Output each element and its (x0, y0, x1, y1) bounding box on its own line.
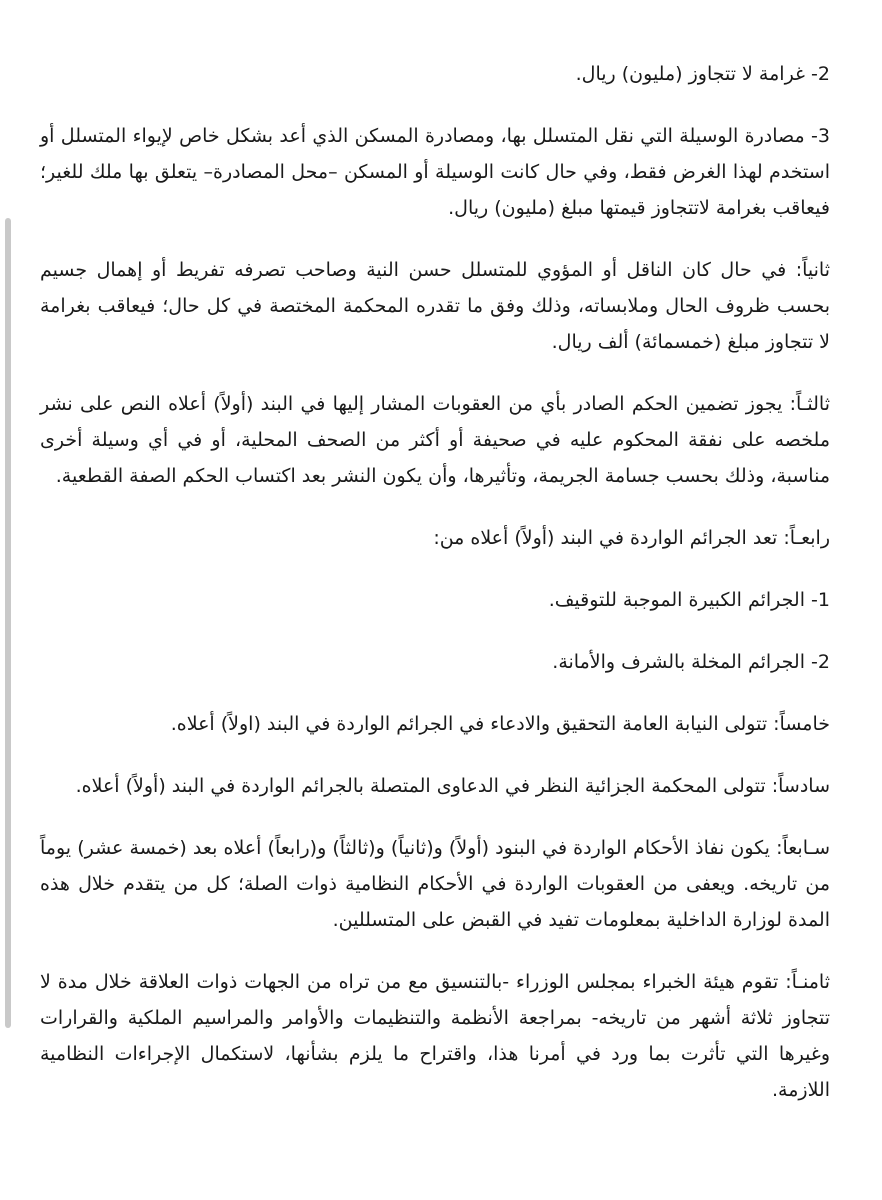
article-fourth-item-1: 1- الجرائم الكبيرة الموجبة للتوقيف. (548, 589, 830, 611)
article-third: ثالثـاً: يجوز تضمين الحكم الصادر بأي من العقوبات المشار إليها في البند (أولاً) أعلاه النص على نشر ملخصه على نفقة المحكوم عليه في صحيفة أو أكثر من الصحف المحلية، أو في أي وسيلة أخرى مناسبة، وذلك بحسب جسامة الجريمة، وتأثيرها، وأن يكون النشر بعد اكتساب الحكم الصفة القطعية. (40, 393, 830, 487)
article-fourth: رابعـاً: تعد الجرائم الواردة في البند (أولاً) أعلاه من: (433, 527, 830, 549)
clause-3-confiscation: 3- مصادرة الوسيلة التي نقل المتسلل بها، ومصادرة المسكن الذي أعد بشكل خاص لإيواء المتسلل أو استخدم لهذا الغرض فقط، وفي حال كانت الوسيلة أو المسكن –محل المصادرة– يتعلق بها ملك للغير؛ فيعاقب بغرامة لاتتجاوز قيمتها مبلغ (مليون) ريال. (40, 125, 830, 219)
article-fourth-item-2: 2- الجرائم المخلة بالشرف والأمانة. (552, 651, 830, 673)
clause-2-fine: 2- غرامة لا تتجاوز (مليون) ريال. (575, 63, 830, 85)
scrollbar-thumb[interactable] (5, 218, 11, 1028)
scrollbar[interactable] (0, 0, 14, 1200)
article-sixth: سادساً: تتولى المحكمة الجزائية النظر في الدعاوى المتصلة بالجرائم الواردة في البند (أولاً) أعلاه. (75, 775, 830, 797)
article-eighth: ثامنـاً: تقوم هيئة الخبراء بمجلس الوزراء -بالتنسيق مع من تراه من الجهات ذوات العلاقة خلال مدة لا تتجاوز ثلاثة أشهر من تاريخه- بمراجعة الأنظمة والتنظيمات والأوامر والمراسيم الملكية والقرارات وغيرها التي تأثرت بما ورد في أمرنا هذا، واقتراح ما يلزم بشأنها، لاستكمال الإجراءات النظامية اللازمة. (40, 971, 830, 1101)
article-second: ثانياً: في حال كان الناقل أو المؤوي للمتسلل حسن النية وصاحب تصرفه تفريط أو إهمال جسيم بحسب ظروف الحال وملابساته، وذلك وفق ما تقدره المحكمة المختصة في كل حال؛ فيعاقب بغرامة لا تتجاوز مبلغ (خمسمائة) ألف ريال. (40, 259, 830, 353)
article-fifth: خامساً: تتولى النيابة العامة التحقيق والادعاء في الجرائم الواردة في البند (اولاً) أعلاه. (170, 713, 830, 735)
article-seventh: سـابعاً: يكون نفاذ الأحكام الواردة في البنود (أولاً) و(ثانياً) و(ثالثاً) و(رابعاً) أعلاه بعد (خمسة عشر) يوماً من تاريخه. ويعفى من العقوبات الواردة في الأحكام النظامية ذوات الصلة؛ كل من يتقدم خلال هذه المدة لوزارة الداخلية بمعلومات تفيد في القبض على المتسللين. (40, 837, 830, 931)
